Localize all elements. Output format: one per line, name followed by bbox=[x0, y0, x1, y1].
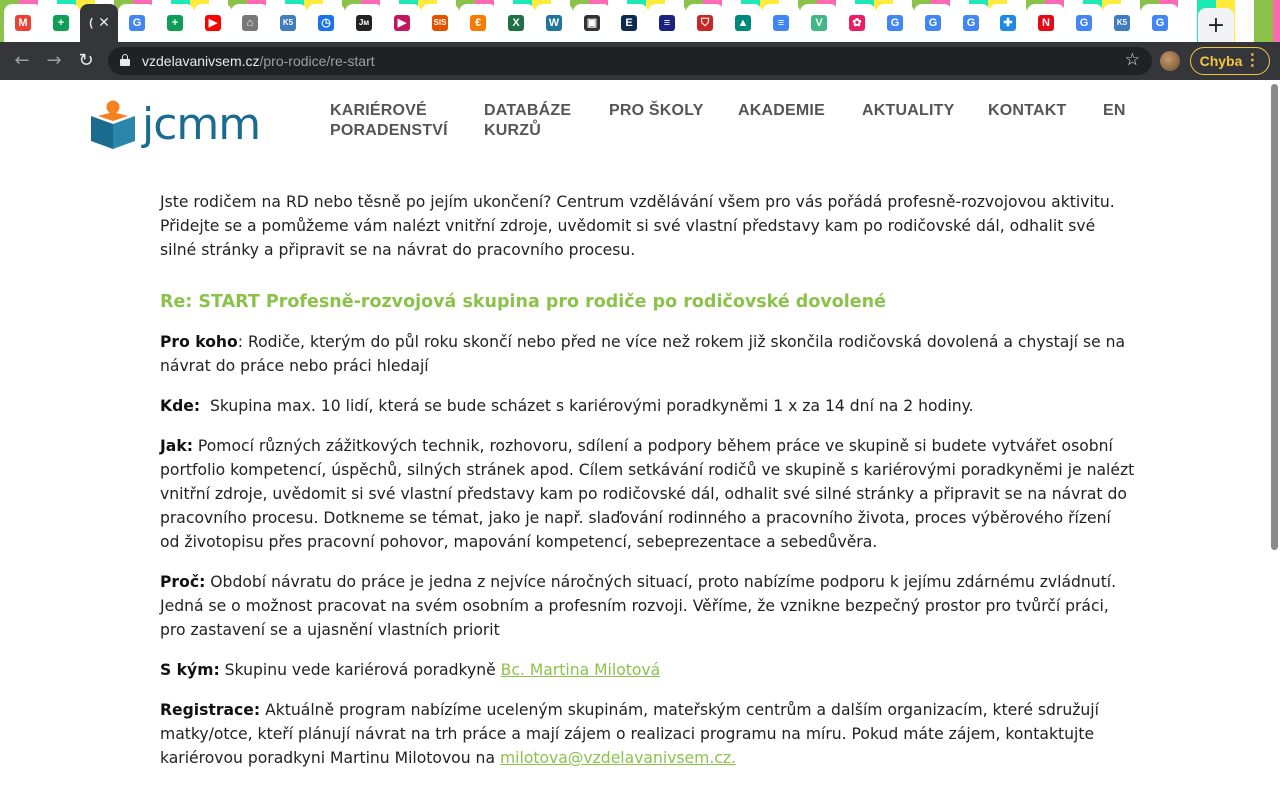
url-domain: vzdelavanivsem.cz bbox=[142, 53, 260, 69]
gmail-icon: M bbox=[15, 15, 31, 31]
google-icon: G bbox=[887, 15, 903, 31]
active-tab[interactable] bbox=[80, 4, 118, 42]
url-path: /pro-rodice/re-start bbox=[259, 53, 375, 69]
browser-tab[interactable] bbox=[762, 4, 800, 42]
registrace-text: Aktuálně program nabízíme uceleným skupinám, mateřským centrům a dalším organizacím, které sdružují matky/otce, kteří plánují návrat na trh práce a mají zájem o realizaci programu na míru. Pokud máte zájem, kontaktujte kariérovou poradkyni Martinu Milotovou na bbox=[160, 701, 1099, 767]
kde-label: Kde: bbox=[160, 397, 201, 415]
school-building-icon: ⌂ bbox=[242, 15, 258, 31]
browser-tab[interactable] bbox=[724, 4, 762, 42]
proc-text: Období návratu do práce je jedna z nejvíce náročných situací, proto nabízíme podporu k jejímu zdárnému zvládnutí. Jedná se o možnost pracovat na svém osobním a profesním rozvoji. Věříme, že vznikne bezpečný prostor pro tvůrčí práci, pro zastavení se a ujasnění vlastních priorit bbox=[160, 573, 1117, 639]
site-header bbox=[0, 80, 1268, 170]
jak-text: Pomocí různých zážitkových technik, rozhovoru, sdílení a podpory během práce ve skupině si budete vytvářet osobní portfolio kompetencí, úspěchů, silných stránek apod. Cílem setkávání rodičů ve skupině s kariérovými poradkyněmi je nalézt vnitřní zdroje, uvědomit si své vlastní představy kam po rodičovské dál, odhalit své silné stránky a připravit se na návrat do pracovního procesu. Dotkneme se témat, jako je např. slaďování rodinného a pracovního života, proces výběrového řízení od životopisu přes pracovní pohovor, mapování kompetencí, sebeprezentace a sebedůvěra. bbox=[160, 437, 1135, 551]
youtube-icon: ▶ bbox=[205, 15, 221, 31]
browser-tab[interactable] bbox=[4, 4, 42, 42]
k5-icon: K5 bbox=[1114, 15, 1130, 31]
letter-e-icon: E bbox=[621, 15, 637, 31]
nav-pro-skoly[interactable]: PRO ŠKOLY bbox=[609, 102, 704, 119]
browser-tab[interactable] bbox=[686, 4, 724, 42]
site-logo[interactable] bbox=[88, 98, 261, 152]
browser-tab[interactable] bbox=[269, 4, 307, 42]
google-icon: G bbox=[925, 15, 941, 31]
google-docs-icon: ≡ bbox=[773, 15, 789, 31]
browser-toolbar bbox=[0, 42, 1280, 80]
counselor-profile-link[interactable]: Bc. Martina Milotová bbox=[500, 661, 661, 679]
pro-koho-label: Pro koho bbox=[160, 333, 238, 351]
browser-tab[interactable] bbox=[42, 4, 80, 42]
browser-tab[interactable] bbox=[838, 4, 876, 42]
kde-paragraph bbox=[160, 394, 1135, 418]
pro-koho-paragraph bbox=[160, 330, 1135, 378]
nav-language-en[interactable]: EN bbox=[1103, 102, 1126, 119]
person-icon: ▲ bbox=[735, 15, 751, 31]
browser-tab[interactable] bbox=[648, 4, 686, 42]
contact-email-link[interactable]: milotova@vzdelavanivsem.cz. bbox=[499, 749, 736, 767]
nav-kontakt[interactable]: KONTAKT bbox=[988, 102, 1067, 119]
browser-tab[interactable] bbox=[1027, 4, 1065, 42]
s-kym-paragraph bbox=[160, 658, 1135, 682]
shirt-icon: ✚ bbox=[1000, 15, 1016, 31]
k5-icon: K5 bbox=[280, 15, 296, 31]
browser-tab[interactable] bbox=[497, 4, 535, 42]
intro-paragraph: Jste rodičem na RD nebo těsně po jejím ukončení? Centrum vzdělávání všem pro vás pořádá profesně-rozvojovou aktivitu. Přidejte se a pomůžeme vám nalézt vnitřní zdroje, uvědomit si své vlastní představy kam po rodičovské dál, odhalit své silné stránky a připravit se na návrat do pracovního procesu. bbox=[160, 193, 1115, 259]
browser-tab[interactable] bbox=[383, 4, 421, 42]
flower-icon: ✿ bbox=[849, 15, 865, 31]
s-kym-text: Skupinu vede kariérová poradkyně bbox=[219, 661, 501, 679]
sis-icon: SIS bbox=[432, 15, 448, 31]
theme-stripe bbox=[1273, 0, 1280, 42]
flag-icon: ▶ bbox=[394, 15, 410, 31]
address-bar[interactable] bbox=[108, 47, 1152, 75]
google-classroom-icon: + bbox=[53, 15, 69, 31]
browser-tab[interactable] bbox=[952, 4, 990, 42]
google-icon: G bbox=[963, 15, 979, 31]
browser-tab[interactable] bbox=[459, 4, 497, 42]
list-icon: ≡ bbox=[659, 15, 675, 31]
browser-tab[interactable] bbox=[307, 4, 345, 42]
jak-paragraph bbox=[160, 434, 1135, 554]
more-vertical-icon: ⋮ bbox=[1244, 52, 1261, 69]
browser-tab[interactable] bbox=[1141, 4, 1179, 42]
browser-tab[interactable] bbox=[231, 4, 269, 42]
browser-tab[interactable] bbox=[800, 4, 838, 42]
bookmark-star-icon[interactable]: ☆ bbox=[1124, 50, 1140, 70]
browser-tab[interactable] bbox=[989, 4, 1027, 42]
new-tab-button[interactable] bbox=[1198, 8, 1234, 42]
shield-icon: ⛉ bbox=[697, 15, 713, 31]
s-kym-label: S kým: bbox=[160, 661, 220, 679]
page-scrollbar-thumb[interactable] bbox=[1271, 84, 1278, 550]
tab-strip bbox=[0, 0, 1280, 42]
page-content bbox=[160, 190, 1135, 786]
excel-icon: X bbox=[508, 15, 524, 31]
euro-icon: € bbox=[470, 15, 486, 31]
theme-stripe bbox=[1235, 0, 1254, 42]
browser-tab[interactable] bbox=[573, 4, 611, 42]
proc-paragraph bbox=[160, 570, 1135, 642]
nav-aktuality[interactable]: AKTUALITY bbox=[862, 102, 955, 119]
wordpress-icon: W bbox=[546, 15, 562, 31]
browser-tab[interactable] bbox=[421, 4, 459, 42]
browser-tab[interactable] bbox=[118, 4, 156, 42]
forward-arrow-icon[interactable]: → bbox=[46, 50, 62, 71]
netflix-icon: N bbox=[1038, 15, 1054, 31]
proc-label: Proč: bbox=[160, 573, 206, 591]
google-icon: G bbox=[1076, 15, 1092, 31]
browser-tab[interactable] bbox=[914, 4, 952, 42]
theme-stripe bbox=[1178, 0, 1197, 42]
nav-karierove-poradenstvi[interactable]: KARIÉROVÉ PORADENSTVÍ bbox=[330, 102, 448, 139]
browser-tab[interactable] bbox=[345, 4, 383, 42]
clock-icon: ◷ bbox=[318, 15, 334, 31]
theme-stripe bbox=[1254, 0, 1273, 42]
browser-tab[interactable] bbox=[876, 4, 914, 42]
browser-tab[interactable] bbox=[610, 4, 648, 42]
logo-wordmark: jcmm bbox=[142, 99, 261, 150]
profile-error-label: Chyba bbox=[1199, 53, 1243, 69]
browser-tab[interactable] bbox=[535, 4, 573, 42]
reload-icon[interactable]: ↻ bbox=[78, 50, 94, 71]
browser-tab[interactable] bbox=[1065, 4, 1103, 42]
registrace-paragraph bbox=[160, 698, 1135, 770]
registrace-label: Registrace: bbox=[160, 701, 261, 719]
back-arrow-icon[interactable]: ← bbox=[14, 50, 30, 71]
google-sheets-icon: + bbox=[167, 15, 183, 31]
profile-avatar[interactable] bbox=[1160, 51, 1180, 71]
pro-koho-text: : Rodiče, kterým do půl roku skončí nebo před ne více než rokem již skončila rodičovská dovolená a chystají se na návrat do práce nebo práci hledají bbox=[160, 333, 1126, 375]
logo-book-person-icon bbox=[88, 99, 138, 151]
contact-card-icon: ▣ bbox=[584, 15, 600, 31]
url-text[interactable] bbox=[142, 53, 375, 69]
vue-icon: V bbox=[811, 15, 827, 31]
browser-tab[interactable] bbox=[1103, 4, 1141, 42]
plus-icon: + bbox=[1206, 12, 1226, 38]
nav-databaze-kurzu[interactable]: DATABÁZE KURZŮ bbox=[484, 102, 572, 139]
nav-akademie[interactable]: AKADEMIE bbox=[738, 102, 825, 119]
browser-tab[interactable] bbox=[156, 4, 194, 42]
google-icon: G bbox=[1152, 15, 1168, 31]
jm-icon: Jм bbox=[356, 15, 372, 31]
browser-tab[interactable] bbox=[194, 4, 232, 42]
profile-error-button[interactable] bbox=[1190, 47, 1270, 75]
close-tab-icon[interactable]: ✕ bbox=[98, 15, 110, 31]
jak-label: Jak: bbox=[160, 437, 193, 455]
lock-icon bbox=[120, 54, 130, 66]
google-translate-icon: G bbox=[129, 15, 145, 31]
loading-tab-icon: ( bbox=[89, 16, 93, 29]
program-heading: Re: START Profesně-rozvojová skupina pro rodiče po rodičovské dovolené bbox=[160, 292, 886, 312]
kde-text: Skupina max. 10 lidí, která se bude scházet s kariérovými poradkyněmi 1 x za 14 dní na 2 hodiny. bbox=[200, 397, 974, 415]
